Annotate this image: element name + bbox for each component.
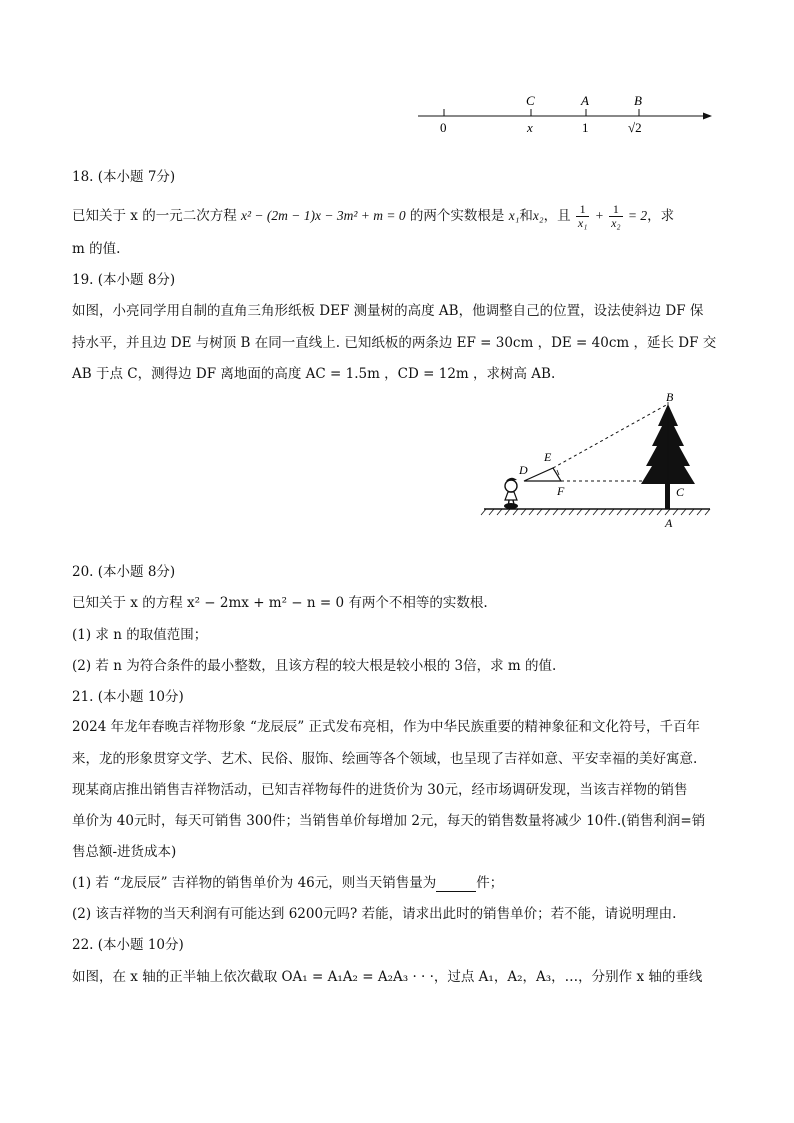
- q19-header: 19. (本小题 8分): [72, 272, 176, 288]
- q20-line2: (1) 求 n 的取值范围；: [72, 627, 208, 643]
- q19-line1: 如图，小亮同学用自制的直角三角形纸板 DEF 测量树的高度 AB，他调整自己的位置，设法使斜边 DF 保: [72, 303, 704, 319]
- q18-frac2: $\frac{1}{\text{x₂}}$: [611, 202, 621, 230]
- q18-line2: m 的值.: [72, 241, 121, 257]
- q21-line2: 来，龙的形象贯穿文学、艺术、民俗、服饰、绘画等各个领域，也呈现了吉祥如意、平安幸福的美好寓意.: [72, 751, 698, 767]
- q19-line2: 持水平，并且边 DE 与树顶 B 在同一直线上. 已知纸板的两条边 EF = 30cm ，DE = 40cm ，延长 DF 交: [72, 335, 717, 351]
- q21-part1-text: (1) 若 “龙辰辰” 吉祥物的销售单价为 46元，则当天销售量为: [72, 875, 437, 891]
- q18-text-a: 已知关于 x 的一元二次方程: [72, 208, 237, 224]
- q20-line1: 已知关于 x 的方程 x² − 2mx + m² − n = 0 有两个不相等的实数根.: [72, 595, 488, 611]
- label-A: A: [665, 516, 673, 530]
- q21-line6: [72, 874, 503, 892]
- q21-line5: 售总额-进货成本): [72, 844, 177, 860]
- answer-blank[interactable]: [436, 877, 476, 892]
- q18-frac1: $\frac{1}{\text{x₁}}$: [577, 202, 588, 230]
- q18-text-d: ，求: [647, 208, 675, 224]
- q21-line4: 单价为 40元时，每天可销售 300件；当销售单价每增加 2元，每天的销售数量将减少 10件.(销售利润=销: [72, 813, 706, 829]
- q22-line1: 如图，在 x 轴的正半轴上依次截取 OA₁ = A₁A₂ = A₂A₃ · · ·，过点 A₁，A₂，A₃，…，分别作 x 轴的垂线: [72, 969, 703, 985]
- q22-header: 22. (本小题 10分): [72, 937, 184, 953]
- q20-header: 20. (本小题 8分): [72, 564, 176, 580]
- q21-line3: 现某商店推出销售吉祥物活动，已知吉祥物每件的进货价为 30元，经市场调研发现，当该吉祥物的销售: [72, 782, 688, 798]
- q21-line1: 2024 年龙年春晚吉祥物形象 “龙辰辰” 正式发布亮相，作为中华民族重要的精神象征和文化符号，千百年: [72, 719, 701, 735]
- number-line-figure: [410, 90, 720, 140]
- label-F: F: [557, 484, 565, 498]
- label-C: C: [676, 485, 685, 499]
- q18-root1: x₁: [508, 208, 520, 223]
- q18-equals-two: = 2: [627, 208, 648, 223]
- label-D: D: [519, 463, 528, 477]
- tick-label-sqrt2: √2: [628, 120, 642, 135]
- point-b-label: B: [634, 93, 642, 108]
- tree-measurement-figure: [478, 388, 718, 533]
- q21-part1-unit: 件；: [476, 875, 504, 891]
- q18-equation: x² − (2m − 1)x − 3m² + m = 0: [241, 208, 406, 223]
- q18-line1: [72, 203, 674, 230]
- tick-label-x: x: [527, 120, 533, 135]
- q18-text-b: 的两个实数根是: [409, 208, 505, 224]
- q18-text-c: ，且: [543, 208, 571, 224]
- q19-line3: AB 于点 C，测得边 DF 离地面的高度 AC = 1.5m ，CD = 12m ，求树高 AB.: [72, 366, 556, 382]
- point-a-label: A: [581, 93, 589, 108]
- q20-line3: (2) 若 n 为符合条件的最小整数，且该方程的较大根是较小根的 3倍，求 m 的值.: [72, 658, 557, 674]
- tick-label-1: 1: [582, 120, 589, 135]
- q18-header: 18. (本小题 7分): [72, 169, 176, 185]
- q21-header: 21. (本小题 10分): [72, 689, 184, 705]
- q18-plus: +: [594, 208, 604, 223]
- q18-and: 和: [519, 208, 533, 224]
- q21-line7: (2) 该吉祥物的当天利润有可能达到 6200元吗? 若能，请求出此时的销售单价；若不能，请说明理由.: [72, 906, 677, 922]
- tick-label-0: 0: [440, 120, 447, 135]
- label-E: E: [544, 450, 552, 464]
- point-c-label: C: [526, 93, 535, 108]
- person-icon: [504, 478, 518, 509]
- label-B: B: [666, 390, 674, 404]
- q18-root2: x₂: [532, 208, 544, 223]
